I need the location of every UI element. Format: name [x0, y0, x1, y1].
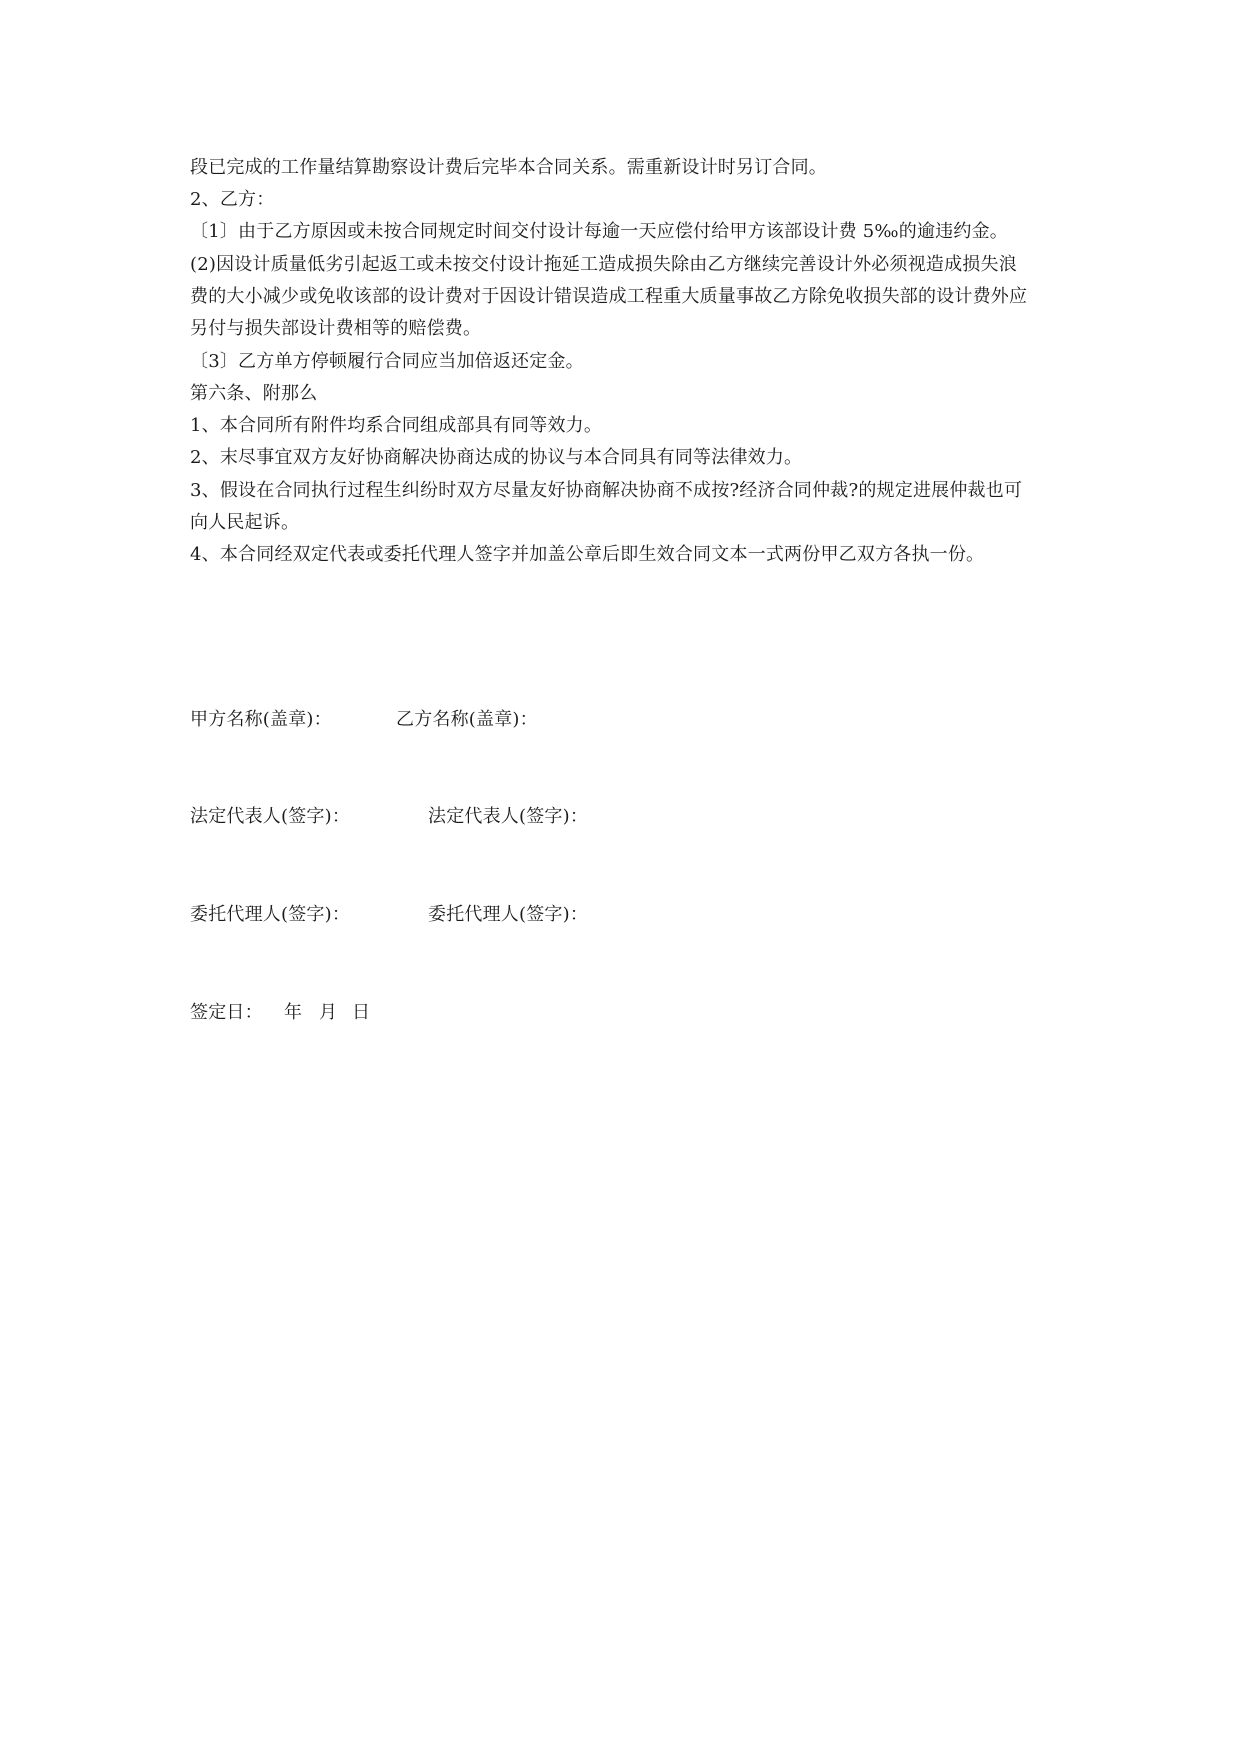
body-line-3: 〔1〕由于乙方原因或未按合同规定时间交付设计每逾一天应偿付给甲方该部设计费 5‰的逾违约金。 [190, 221, 1008, 242]
party-a-name-label: 甲方名称(盖章)： [190, 709, 332, 730]
party-a-legal-rep-label: 法定代表人(签字)： [190, 806, 351, 827]
body-line-2: 2、乙方： [190, 189, 275, 210]
body-line-10: 2、末尽事宜双方友好协商解决协商达成的协议与本合同具有同等法律效力。 [190, 447, 803, 468]
body-line-9: 1、本合同所有附件均系合同组成部具有同等效力。 [190, 415, 603, 436]
sign-date-label: 签定日： [190, 1002, 263, 1023]
body-line-7: 〔3〕乙方单方停顿履行合同应当加倍返还定金。 [190, 351, 584, 372]
sign-date-day: 日 [352, 1002, 371, 1023]
body-line-4: (2)因设计质量低劣引起返工或未按交付设计拖延工造成损失除由乙方继续完善设计外必须视造成损失浪 [190, 254, 1017, 275]
body-line-13: 4、本合同经双定代表或委托代理人签字并加盖公章后即生效合同文本一式两份甲乙双方各执一份。 [190, 544, 985, 565]
body-line-11: 3、假设在合同执行过程生纠纷时双方尽量友好协商解决协商不成按?经济合同仲裁?的规定进展仲裁也可 [190, 480, 1023, 501]
sign-date-month: 月 [319, 1002, 338, 1023]
body-line-6: 另付与损失部设计费相等的赔偿费。 [190, 318, 482, 339]
body-line-8: 第六条、附那么 [190, 383, 318, 404]
party-a-agent-label: 委托代理人(签字)： [190, 904, 351, 925]
body-line-12: 向人民起诉。 [190, 512, 300, 533]
sign-date-year: 年 [284, 1002, 303, 1023]
body-line-1: 段已完成的工作量结算勘察设计费后完毕本合同关系。需重新设计时另订合同。 [190, 157, 827, 178]
body-line-5: 费的大小减少或免收该部的设计费对于因设计错误造成工程重大质量事故乙方除免收损失部的设计费外应 [190, 286, 1028, 307]
party-b-agent-label: 委托代理人(签字)： [428, 904, 589, 925]
party-b-name-label: 乙方名称(盖章)： [396, 709, 538, 730]
party-b-legal-rep-label: 法定代表人(签字)： [428, 806, 589, 827]
